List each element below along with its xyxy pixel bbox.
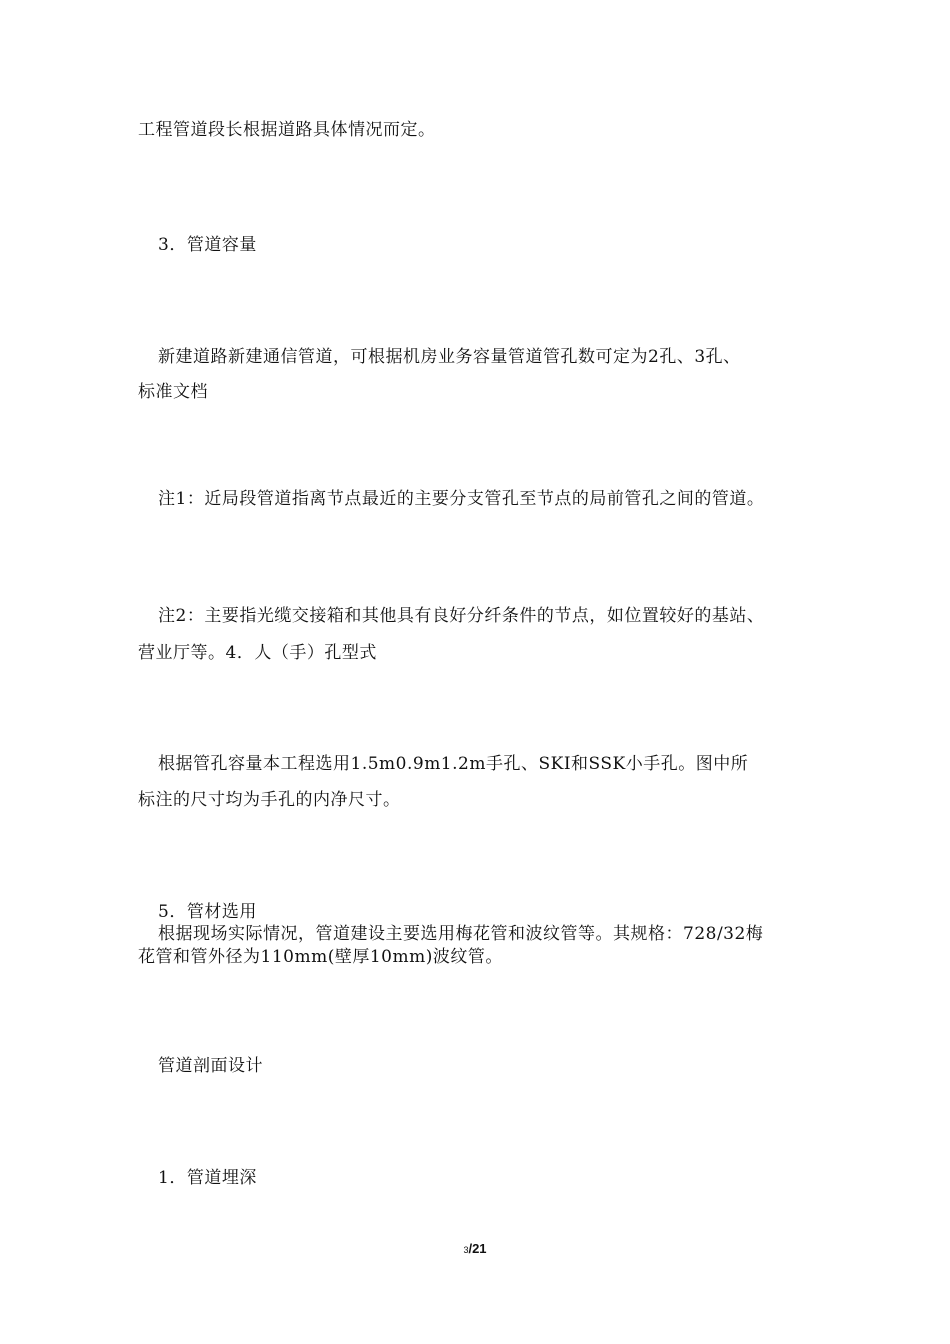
paragraph-line: 根据现场实际情况，管道建设主要选用梅花管和波纹管等。其规格：728/32梅 xyxy=(158,924,764,944)
paragraph-line: 营业厅等。4．人（手）孔型式 xyxy=(138,643,377,663)
paragraph-line: 标注的尺寸均为手孔的内净尺寸。 xyxy=(138,790,401,810)
current-page-number: 3 xyxy=(463,1245,469,1255)
paragraph-line: 工程管道段长根据道路具体情况而定。 xyxy=(138,120,436,140)
paragraph-line: 花管和管外径为110mm(壁厚10mm)波纹管。 xyxy=(138,947,503,967)
page-number xyxy=(0,1241,950,1256)
paragraph-line: 新建道路新建通信管道，可根据机房业务容量管道管孔数可定为2孔、3孔、 xyxy=(158,347,741,367)
section-heading: 1．管道埋深 xyxy=(158,1168,257,1188)
total-pages: /21 xyxy=(468,1241,487,1256)
section-heading: 5．管材选用 xyxy=(158,902,257,922)
note-line: 注2：主要指光缆交接箱和其他具有良好分纤条件的节点，如位置较好的基站、 xyxy=(158,606,765,626)
note-line: 注1：近局段管道指离节点最近的主要分支管孔至节点的局前管孔之间的管道。 xyxy=(158,489,765,509)
section-heading: 3．管道容量 xyxy=(158,235,257,255)
section-heading: 管道剖面设计 xyxy=(158,1056,263,1076)
paragraph-line: 根据管孔容量本工程选用1.5m0.9m1.2m手孔、SKI和SSK小手孔。图中所 xyxy=(158,754,749,774)
paragraph-line: 标准文档 xyxy=(138,382,208,402)
